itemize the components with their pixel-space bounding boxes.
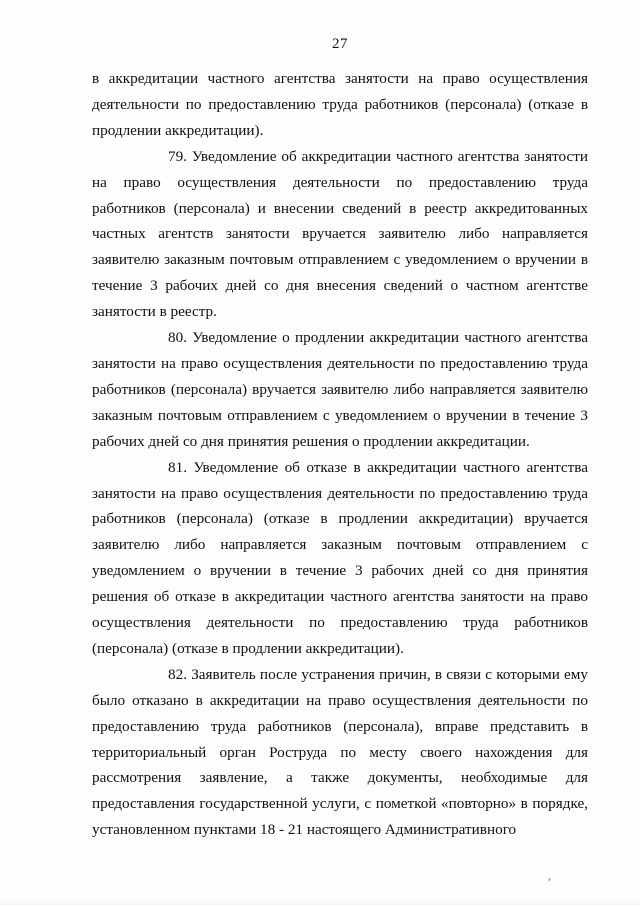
scan-edge-shadow [0,899,640,905]
paragraph-79 [92,144,588,325]
paragraph-number: 79. [168,147,187,165]
paragraph-number: 82. [168,665,187,683]
paragraph-continuation [92,66,588,144]
page-number: 27 [332,36,348,52]
paragraph-number: 81. [168,458,187,476]
paragraph-text: Уведомление о продлении аккредитации частного агентства занятости на право осуществления деятельности по предоставлению труда работников (персонала) вручается заявителю либо направляется заявителю заказным почтовым отправлением с уведомлением о вручении в течение 3 рабочих дней со дня принятия решения о продлении аккредитации. [92,329,588,450]
paragraph-text: Уведомление об аккредитации частного агентства занятости на право осуществления деятельности по предоставлению труда работников (персонала) и внесении сведений в реестр аккредитованных частных агентств занятости вручается заявителю либо направляется заявителю заказным почтовым отправлением с уведомлением о вручении в течение 3 рабочих дней со дня внесения сведений о частном агентстве занятости в реестр. [92,147,588,321]
scan-speck [548,878,551,881]
paragraph-82 [92,662,588,843]
paragraph-text: в аккредитации частного агентства занятости на право осуществления деятельности по предоставлению труда работников (персонала) (отказе в продлении аккредитации). [92,70,588,139]
paragraph-81 [92,455,588,662]
paragraph-text: Уведомление об отказе в аккредитации частного агентства занятости на право осуществления деятельности по предоставлению труда работников (персонала) (отказе в продлении аккредитации) вручается заявителю либо направляется заказным почтовым отправлением с уведомлением о вручении в течение 3 рабочих дней со дня принятия решения об отказе в аккредитации частного агентства занятости на право осуществления деятельности по предоставлению труда работников (персонала) (отказе в продлении аккредитации). [92,458,589,657]
paragraph-number: 80. [168,329,187,347]
document-body [92,66,588,843]
paragraph-text: Заявитель после устранения причин, в связи с которыми ему было отказано в аккредитации на право осуществления деятельности по предоставлению труда работников (персонала), вправе представить в территориальный орган Роструда по месту своего нахождения для рассмотрения заявление, а также документы, необходимые для предоставления государственной услуги, с пометкой «повторно» в порядке, установленном пунктами 18 - 21 настоящего Административного [92,665,588,839]
paragraph-80 [92,325,588,455]
